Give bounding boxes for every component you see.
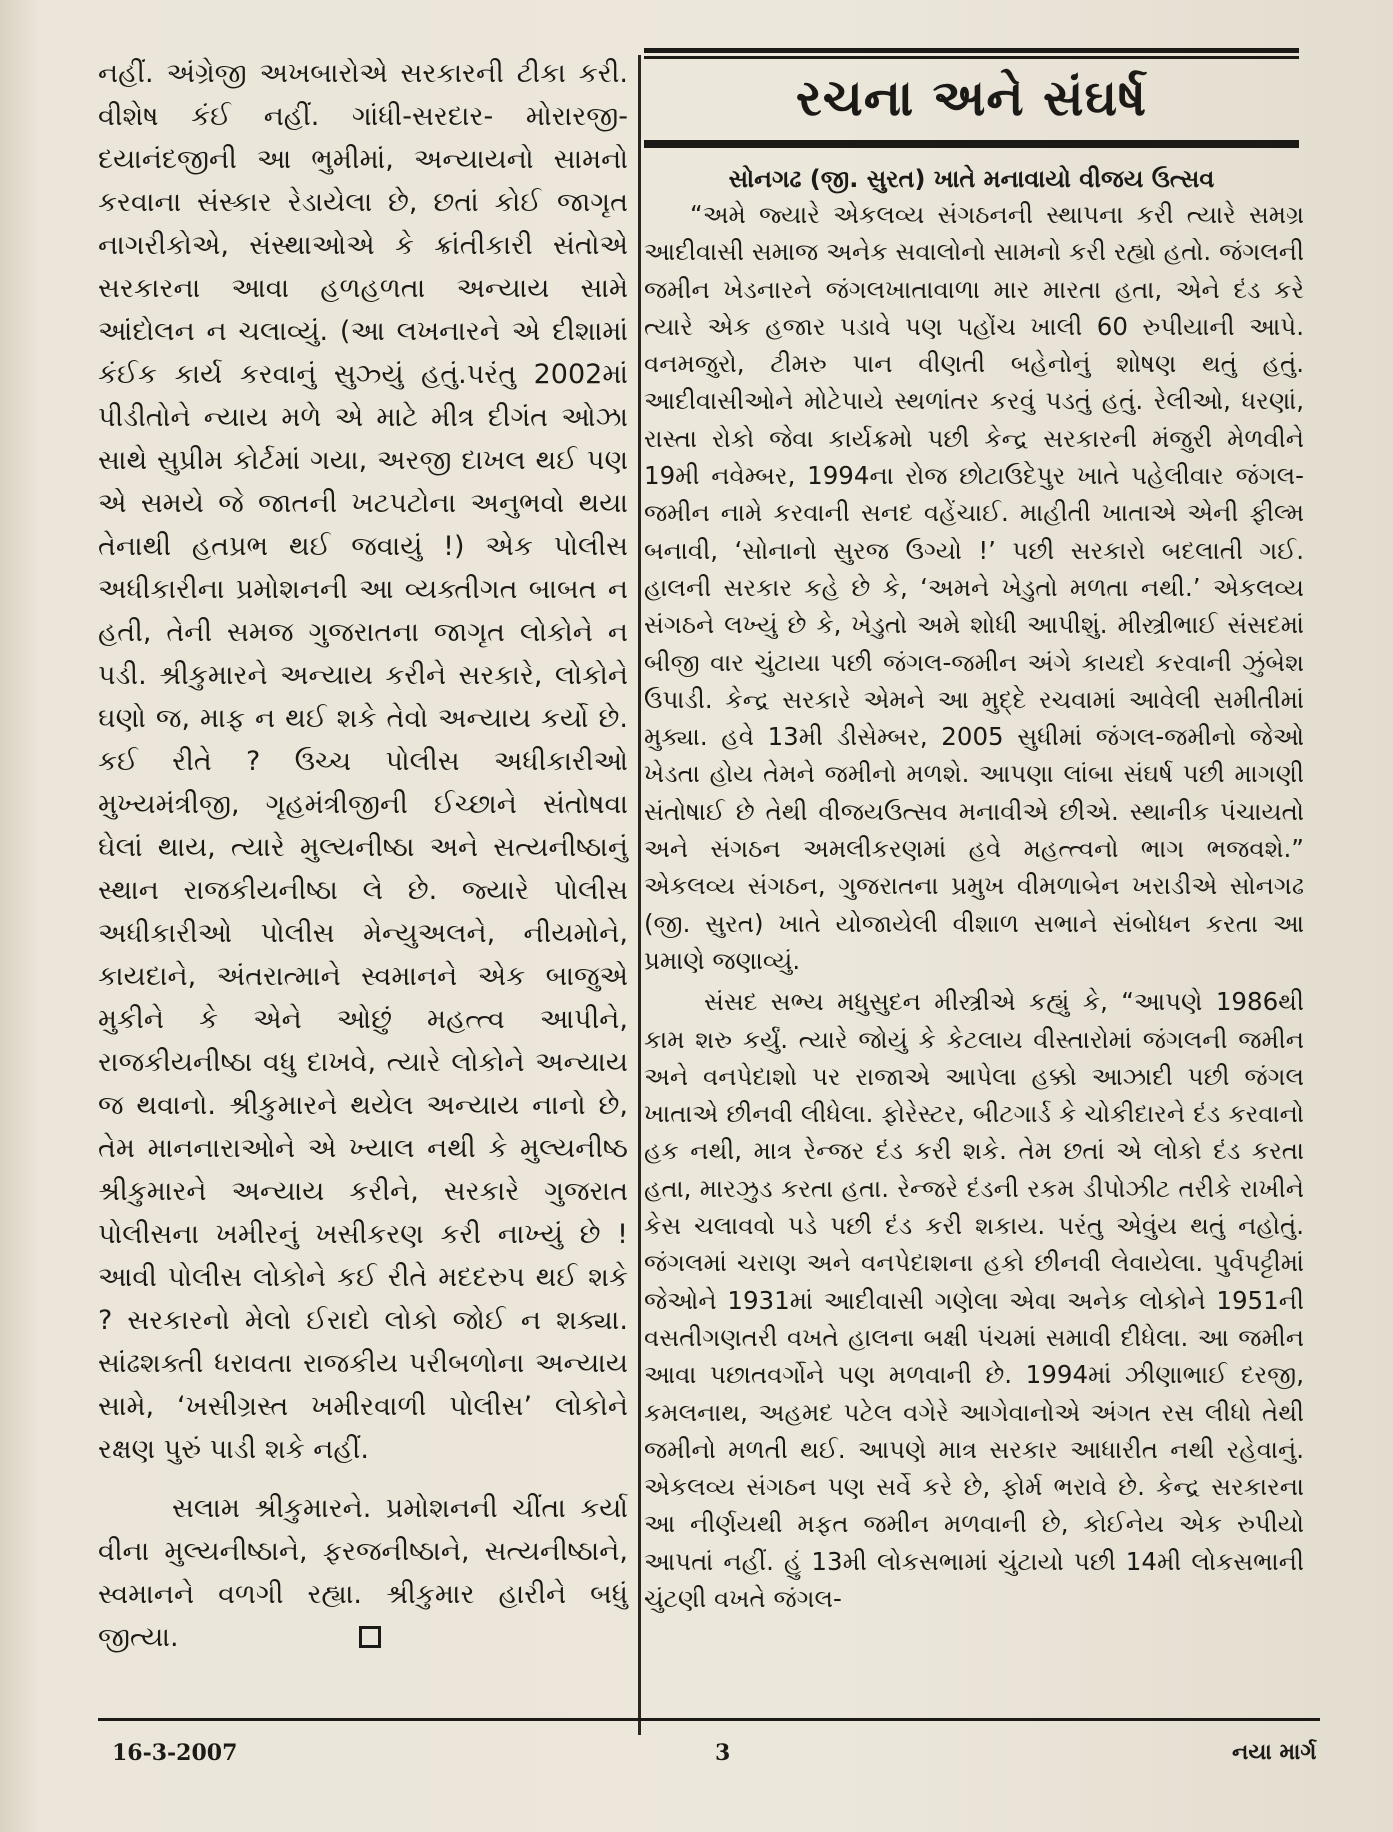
left-paragraph-2 xyxy=(98,1487,628,1659)
right-column xyxy=(644,48,1304,1617)
column-divider xyxy=(638,55,641,1735)
footer-rule xyxy=(98,1718,1320,1721)
right-paragraph-1: “અમે જ્યારે એકલવ્ય સંગઠનની સ્થાપના કરી ત્યારે સમગ્ર આદીવાસી સમાજ અનેક સવાલોનો સામનો કરી રહ્યો હતો. જંગલની જમીન ખેડનારને જંગલખાતાવાળા માર મારતા હતા, એને દંડ કરે ત્યારે એક હજાર પડાવે પણ પહોંચ ખાલી 60 રુપીયાની આપે. વનમજુરો, ટીમરુ પાન વીણતી બહેનોનું શોષણ થતું હતું. આદીવાસીઓને મોટેપાયે સ્થળાંતર કરવું પડતું હતું. રેલીઓ, ધરણાં, રાસ્તા રોકો જેવા કાર્યક્રમો પછી કેન્દ્ર સરકારની મંજુરી મેળવીને 19મી નવેમ્બર, 1994ના રોજ છોટાઉદેપુર ખાતે પહેલીવાર જંગલ-જમીન નામે કરવાની સનદ વહેંચાઈ. માહીતી ખાતાએ એની ફીલ્મ બનાવી, ‘સોનાનો સુરજ ઉગ્યો !’ પછી સરકારો બદલાતી ગઈ. હાલની સરકાર કહે છે કે, ‘અમને ખેડુતો મળતા નથી.’ એકલવ્ય સંગઠને લખ્યું છે કે, ખેડુતો અમે શોધી આપીશું. મીસ્ત્રીભાઈ સંસદમાં બીજી વાર ચુંટાયા પછી જંગલ-જમીન અંગે કાયદો કરવાની ઝુંબેશ ઉપાડી. કેન્દ્ર સરકારે એમને આ મુદ્દે રચવામાં આવેલી સમીતીમાં મુક્યા. હવે 13મી ડીસેમ્બર, 2005 સુધીમાં જંગલ-જમીનો જેઓ ખેડતા હોય તેમને જમીનો મળશે. આપણા લાંબા સંઘર્ષ પછી માગણી સંતોષાઈ છે તેથી વીજયઉત્સવ મનાવીએ છીએ. સ્થાનીક પંચાયતો અને સંગઠન અમલીકરણમાં હવે મહત્ત્વનો ભાગ ભજવશે.” એકલવ્ય સંગઠન, ગુજરાતના પ્રમુખ વીમળાબેન ખરાડીએ સોનગઢ (જી. સુરત) ખાતે યોજાયેલી વીશાળ સભાને સંબોધન કરતા આ પ્રમાણે જણાવ્યું. xyxy=(644,200,1304,975)
left-paragraph-2-text: સલામ શ્રીકુમારને. પ્રમોશનની ચીંતા કર્યા વીના મુલ્યનીષ્ઠાને, ફરજનીષ્ઠાને, સત્યનીષ્ઠાને, સ્વમાનને વળગી રહ્યા. શ્રીકુમાર હારીને બધું જીત્યા. xyxy=(98,1493,628,1653)
footer-date: 16-3-2007 xyxy=(112,1740,238,1766)
headline-bottom-rule xyxy=(644,143,1299,148)
left-column xyxy=(98,52,628,1659)
article-body xyxy=(644,196,1304,1617)
article-headline: રચના અને સંઘર્ષ xyxy=(795,69,1148,127)
article-subheading: સોનગઢ (જી. સુરત) ખાતે મનાવાયો વીજય ઉત્સવ xyxy=(728,165,1215,193)
right-paragraph-2: સંસદ સભ્ય મધુસુદન મીસ્ત્રીએ કહ્યું કે, “આપણે 1986થી કામ શરુ કર્યું. ત્યારે જોયું કે કેટલાય વીસ્તારોમાં જંગલની જમીન અને વનપેદાશો પર રાજાએ આપેલા હક્કો આઝાદી પછી જંગલ ખાતાએ છીનવી લીધેલા. ફોરેસ્ટર, બીટગાર્ડ કે ચોકીદારને દંડ કરવાનો હક નથી, માત્ર રેન્જર દંડ કરી શકે. તેમ છતાં એ લોકો દંડ કરતા હતા, મારઝુડ કરતા હતા. રેન્જરે દંડની રકમ ડીપોઝીટ તરીકે રાખીને કેસ ચલાવવો પડે પછી દંડ કરી શકાય. પરંતુ એવુંય થતું નહોતું. જંગલમાં ચરાણ અને વનપેદાશના હકો છીનવી લેવાયેલા. પુર્વપટ્ટીમાં જેઓને 1931માં આદીવાસી ગણેલા એવા અનેક લોકોને 1951ની વસતીગણતરી વખતે હાલના બક્ષી પંચમાં સમાવી દીધેલા. આ જમીન આવા પછાતવર્ગોને પણ મળવાની છે. 1994માં ઝીણાભાઈ દરજી, કમલનાથ, અહમદ પટેલ વગેરે આગેવાનોએ અંગત રસ લીધો તેથી જમીનો મળતી થઈ. આપણે માત્ર સરકાર આધારીત નથી રહેવાનું. એકલવ્ય સંગઠન પણ સર્વે કરે છે, ફોર્મ ભરાવે છે. કેન્દ્ર સરકારના આ નીર્ણયથી મફત જમીન મળવાની છે, કોઈનેય એક રુપીયો આપતાં નહીં. હું 13મી લોકસભામાં ચુંટાયો પછી 14મી લોકસભાની ચુંટણી વખતે જંગલ- xyxy=(644,987,1304,1613)
headline-top-rule xyxy=(644,48,1299,53)
end-of-article-square-icon xyxy=(359,1626,381,1648)
footer-publication-name: નયા માર્ગ xyxy=(1232,1740,1317,1765)
left-paragraph-1: નહીં. અંગ્રેજી અખબારોએ સરકારની ટીકા કરી. વીશેષ કંઈ નહીં. ગાંધી-સરદાર- મોરારજી- દયાનંદજીની આ ભુમીમાં, અન્યાયનો સામનો કરવાના સંસ્કાર રેડાયેલા છે, છતાં કોઈ જાગૃત નાગરીકોએ, સંસ્થાઓએ કે ક્રાંતીકારી સંતોએ સરકારના આવા હળહળતા અન્યાય સામે આંદોલન ન ચલાવ્યું. (આ લખનારને એ દીશામાં કંઈક કાર્ય કરવાનું સુઝ્યું હતું.પરંતુ 2002માં પીડીતોને ન્યાય મળે એ માટે મીત્ર દીગંત ઓઝા સાથે સુપ્રીમ કોર્ટમાં ગયા, અરજી દાખલ થઈ પણ એ સમયે જે જાતની ખટપટોના અનુભવો થયા તેનાથી હતપ્રભ થઈ જવાયું !) એક પોલીસ અધીકારીના પ્રમોશનની આ વ્યક્તીગત બાબત ન હતી, તેની સમજ ગુજરાતના જાગૃત લોકોને ન પડી. શ્રીકુમારને અન્યાય કરીને સરકારે, લોકોને ઘણો જ, માફ ન થઈ શકે તેવો અન્યાય કર્યો છે. કઈ રીતે ? ઉચ્ચ પોલીસ અધીકારીઓ મુખ્યમંત્રીજી, ગૃહમંત્રીજીની ઈચ્છાને સંતોષવા ઘેલાં થાય, ત્યારે મુલ્યનીષ્ઠા અને સત્યનીષ્ઠાનું સ્થાન રાજકીયનીષ્ઠા લે છે. જ્યારે પોલીસ અધીકારીઓ પોલીસ મેન્યુઅલને, નીયમોને, કાયદાને, અંતરાત્માને સ્વમાનને એક બાજુએ મુકીને કે એને ઓછું મહત્ત્વ આપીને, રાજકીયનીષ્ઠા વધુ દાખવે, ત્યારે લોકોને અન્યાય જ થવાનો. શ્રીકુમારને થયેલ અન્યાય નાનો છે, તેમ માનનારાઓને એ ખ્યાલ નથી કે મુલ્યનીષ્ઠ શ્રીકુમારને અન્યાય કરીને, સરકારે ગુજરાત પોલીસના ખમીરનું ખસીકરણ કરી નાખ્યું છે ! આવી પોલીસ લોકોને કઈ રીતે મદદરુપ થઈ શકે ? સરકારનો મેલો ઈરાદો લોકો જોઈ ન શક્યા. સાંઢશક્તી ધરાવતા રાજકીય પરીબળોના અન્યાય સામે, ‘ખસીગ્રસ્ત ખમીરવાળી પોલીસ’ લોકોને રક્ષણ પુરું પાડી શકે નહીં. xyxy=(98,58,628,1465)
footer-page-number: 3 xyxy=(715,1740,731,1766)
